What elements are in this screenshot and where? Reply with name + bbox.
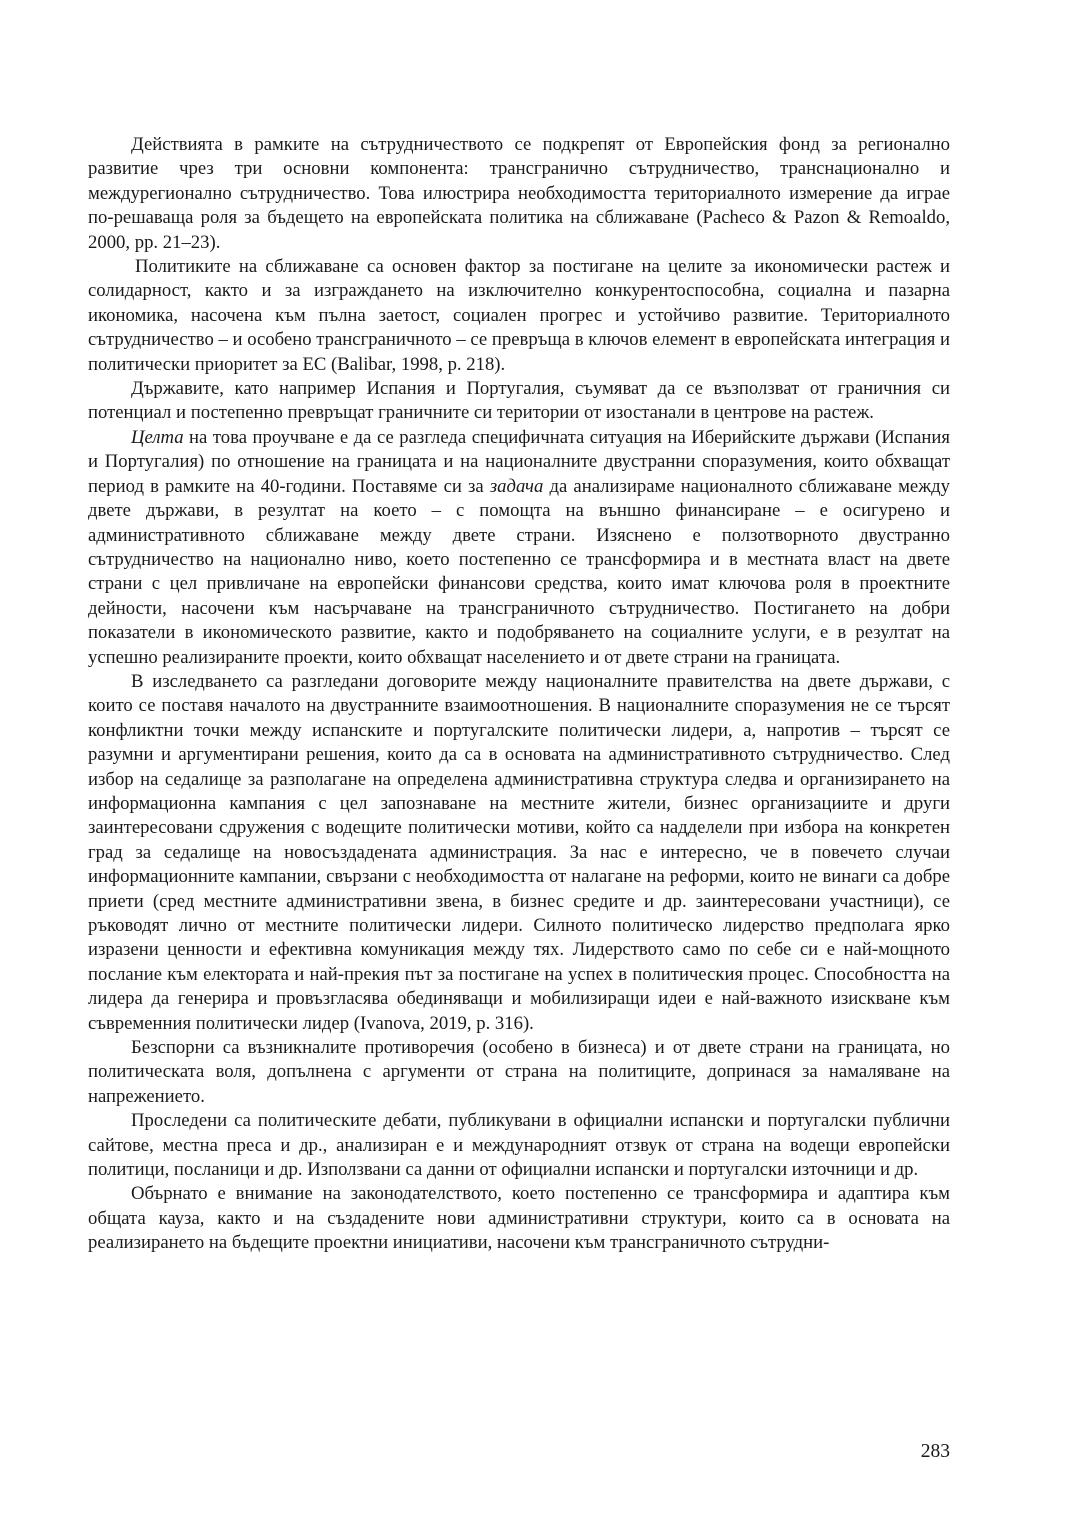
paragraph-1: Действията в рамките на сътрудничеството се подкрепят от Европейския фонд за регионално развитие чрез три основни компонента: трансгранично сътрудничество, транснационално и междурегионално сътрудничество. Това илюстрира необходимостта териториалното измерение да играе по-решаваща роля за бъдещето на европейската политика на сближаване (Pacheco & Pazon & Remoaldo, 2000, pp. 21–23). <box>88 134 950 253</box>
page-number: 283 <box>920 1441 950 1462</box>
paragraph-8: Обърнато е внимание на законодателството, което постепенно се трансформира и адаптира към общата кауза, както и на създадените нови административни структури, които са в основата на реализирането на бъдещите проектни инициативи, насочени към трансграничното сътрудни- <box>88 1183 950 1254</box>
paragraph-3: Държавите, като например Испания и Португалия, съумяват да се възползват от граничния си потенциал и постепенно превръщат граничните си територии от изостанали в центрове на растеж. <box>88 378 950 424</box>
paragraph-5: В изследването са разгледани договорите между националните правителства на двете държави, с които се поставя началото на двустранните взаимоотношения. В националните споразумения не се търсят конфликтни точки между испанските и португалските политически лидери, а, напротив – търсят се разумни и аргументирани решения, които да са в основата на административното сътрудничество. След избор на седалище за разполагане на определена административна структура следва и организирането на информационна кампания с цел запознаване на местните жители, бизнес организациите и други заинтересовани сдружения с водещите политически мотиви, който са надделели при избора на конкретен град за седалище на новосъздадената администрация. За нас е интересно, че в повечето случаи информационните кампании, свързани с необходимостта от налагане на реформи, които не винаги са добре приети (сред местните административни звена, в бизнес средите и др. заинтересовани участници), се ръководят лично от местните политически лидери. Силното политическо лидерство предполага ярко изразени ценности и ефективна комуникация между тях. Лидерството само по себе си е най-мощното послание към електората и най-прекия път за постигане на успех в политическия процес. Способността на лидера да генерира и провъзгласява обединяващи и мобилизиращи идеи е най-важното изискване към съвременния политически лидер (Ivanova, 2019, p. 316). <box>88 670 950 1034</box>
body-text <box>88 133 950 1256</box>
paragraph-4-text-a: на това проучване е да се разгледа специфичната ситуация на Иберийските държави (Испания и Португалия) по отношение на границата и на националните двустранни споразумения, които обхващат период в рамките на 40-години. Поставяме си за <box>88 426 950 497</box>
paragraph-2: Политиките на сближаване са основен фактор за постигане на целите за икономически растеж и солидарност, както и за изграждането на изключително конкурентоспособна, социална и пазарна икономика, насочена към пълна заетост, социален прогрес и устойчиво развитие. Териториалното сътрудничество – и особено трансграничното – се превръща в ключов елемент в европейската интеграция и политически приоритет за ЕС (Balibar, 1998, p. 218). <box>88 256 950 375</box>
paragraph-6: Безспорни са възникналите противоречия (особено в бизнеса) и от двете страни на границата, но политическата воля, допълнена с аргументи от страна на политиците, допринася за намаляване на напрежението. <box>88 1037 950 1107</box>
italic-term-goal: Целта <box>131 426 184 448</box>
paragraph-4 <box>88 426 950 670</box>
paragraph-4-text-b: да анализираме националното сближаване между двете държави, в резултат на което – с помощта на външно финансиране – е осигурено и административното сближаване между двете страни. Изяснено е ползотворното двустранно сътрудничество на национално ниво, което постепенно се трансформира и в местната власт на двете страни с цел привличане на европейски финансови средства, които имат ключова роля в проектните дейности, насочени към насърчаване на трансграничното сътрудничество. Постигането на добри показатели в икономическото развитие, както и подобряването на социалните услуги, е в резултат на успешно реализираните проекти, които обхващат населението и от двете страни на границата. <box>88 475 950 668</box>
paragraph-7: Проследени са политическите дебати, публикувани в официални испански и португалски публични сайтове, местна преса и др., анализиран е и международният отзвук от страна на водещи европейски политици, посланици и др. Използвани са данни от официални испански и португалски източници и др. <box>88 1110 950 1181</box>
italic-term-task: задача <box>489 475 544 497</box>
